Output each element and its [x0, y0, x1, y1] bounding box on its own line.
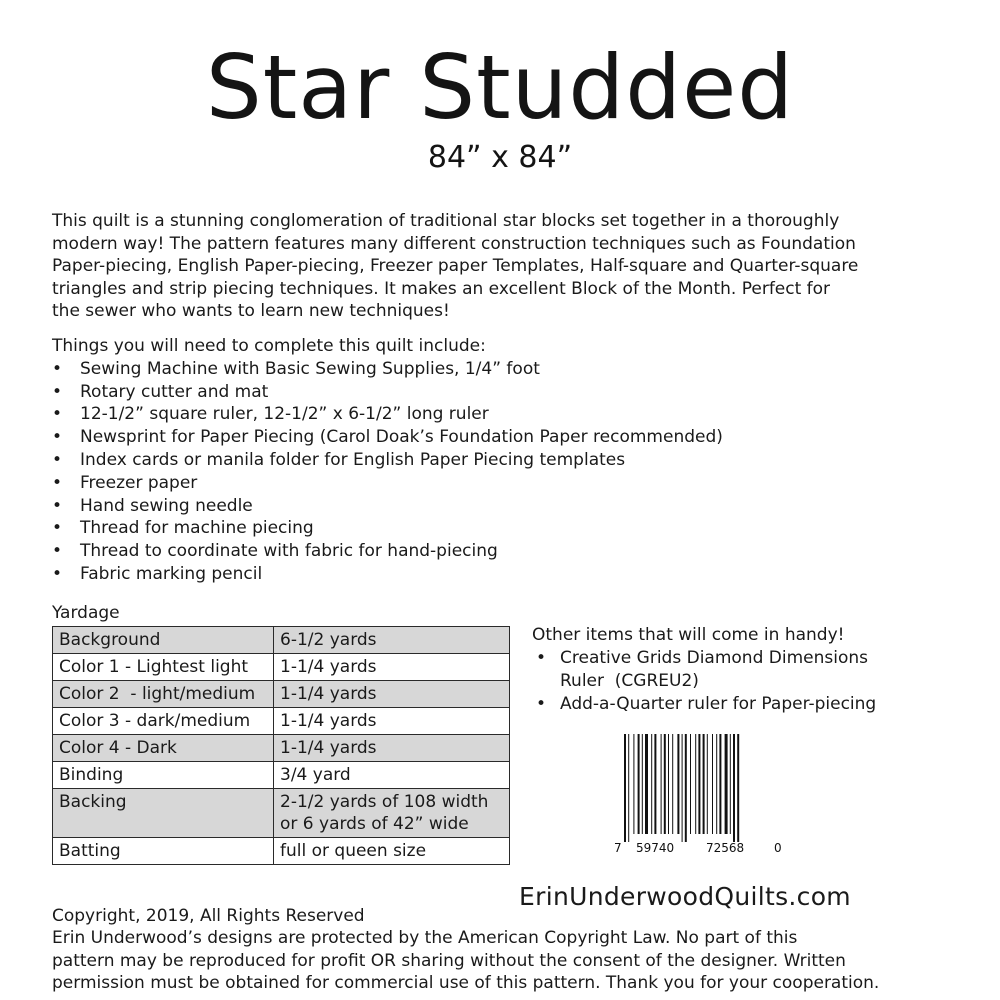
amount-cell [274, 654, 510, 681]
intro-line: This quilt is a stunning conglomeration of traditional star blocks set together in a thoroughly [52, 211, 840, 231]
supplies-section [52, 335, 952, 586]
list-item-label: 12-1/2” square ruler, 12-1/2” x 6-1/2” long ruler [80, 404, 489, 425]
bullet-icon: • [52, 541, 63, 562]
quilt-size: 84” x 84” [427, 140, 573, 175]
fabric-cell: Color 2 - light/medium [53, 681, 274, 708]
amount-line: full or queen size [280, 841, 427, 861]
list-item [52, 563, 952, 586]
table-row [53, 838, 510, 865]
barcode-digit-left: 7 [614, 841, 622, 855]
bullet-icon: • [536, 648, 547, 668]
amount-cell [274, 762, 510, 789]
fabric-cell: Color 4 - Dark [53, 735, 274, 762]
list-item [52, 517, 952, 540]
fabric-cell: Color 3 - dark/medium [53, 708, 274, 735]
table-row [53, 735, 510, 762]
yardage-table [52, 626, 510, 865]
copyright-notice [52, 905, 962, 995]
fabric-cell: Batting [53, 838, 274, 865]
amount-line: 2-1/2 yards of 108 width [280, 792, 489, 812]
barcode-group-2: 72568 [706, 841, 745, 855]
list-item-label: Creative Grids Diamond Dimensions [560, 648, 868, 668]
list-item-label: Newsprint for Paper Piecing (Carol Doak’s Foundation Paper recommended) [80, 427, 723, 448]
intro-paragraph [52, 210, 952, 323]
bullet-icon: • [52, 449, 63, 470]
bullet-icon: • [52, 495, 63, 516]
list-item [52, 426, 952, 449]
amount-line: 1-1/4 yards [280, 711, 377, 731]
fabric-cell: Backing [53, 789, 274, 838]
amount-cell [274, 627, 510, 654]
amount-line: 1-1/4 yards [280, 684, 377, 704]
fabric-cell: Color 1 - Lightest light [53, 654, 274, 681]
copyright-line: pattern may be reproduced for profit OR sharing without the consent of the designer. Written [52, 950, 846, 971]
intro-line: the sewer who wants to learn new techniques! [52, 301, 450, 322]
list-item [52, 540, 952, 563]
list-item [52, 403, 952, 426]
amount-line: 1-1/4 yards [280, 657, 377, 677]
list-item [532, 693, 952, 716]
list-item-label: Ruler (CGREU2) [560, 671, 699, 691]
bullet-icon: • [536, 694, 547, 714]
bullet-icon: • [52, 404, 63, 425]
list-item [52, 472, 952, 495]
barcode-group-1: 59740 [636, 841, 675, 855]
other-items-heading: Other items that will come in handy! [532, 625, 845, 645]
supplies-heading: Things you will need to complete this quilt include: [52, 336, 486, 356]
table-row [53, 762, 510, 789]
intro-line: triangles and strip piecing techniques. It makes an excellent Block of the Month. Perfect for [52, 278, 831, 299]
list-item-label: Sewing Machine with Basic Sewing Supplies, 1/4” foot [80, 358, 540, 379]
list-item-label: Add-a-Quarter ruler for Paper-piecing [560, 694, 877, 714]
table-row [53, 627, 510, 654]
list-item-label: Thread for machine piecing [80, 518, 314, 539]
amount-cell [274, 789, 510, 838]
bullet-icon: • [52, 358, 63, 379]
intro-line: modern way! The pattern features many different construction techniques such as Foundation [52, 233, 856, 254]
copyright-line: permission must be obtained for commercial use of this pattern. Thank you for your cooperation. [52, 973, 880, 994]
list-item-label: Rotary cutter and mat [80, 381, 269, 402]
barcode [614, 734, 784, 856]
amount-cell [274, 735, 510, 762]
barcode-digit-right: 0 [774, 841, 782, 855]
other-items-list [532, 647, 952, 716]
bullet-icon: • [52, 381, 63, 402]
fabric-cell: Binding [53, 762, 274, 789]
table-row [53, 654, 510, 681]
amount-cell [274, 708, 510, 735]
list-item-label: Index cards or manila folder for English Paper Piecing templates [80, 449, 626, 470]
amount-cell [274, 681, 510, 708]
amount-cell [274, 838, 510, 865]
yardage-heading: Yardage [52, 603, 120, 623]
list-item [52, 358, 952, 381]
table-row [53, 789, 510, 838]
bullet-icon: • [52, 427, 63, 448]
barcode-bars [624, 734, 739, 842]
supplies-list [52, 358, 952, 586]
amount-line: or 6 yards of 42” wide [280, 814, 469, 834]
bullet-icon: • [52, 472, 63, 493]
intro-line: Paper-piecing, English Paper-piecing, Freezer paper Templates, Half-square and Quarter-square [52, 256, 859, 277]
table-row [53, 681, 510, 708]
list-item-label: Thread to coordinate with fabric for hand-piecing [80, 541, 498, 562]
list-item-label: Freezer paper [80, 472, 198, 493]
bullet-icon: • [52, 563, 63, 584]
copyright-line: Erin Underwood’s designs are protected by the American Copyright Law. No part of this [52, 928, 798, 949]
list-item-label: Hand sewing needle [80, 495, 253, 516]
list-item [52, 495, 952, 518]
amount-line: 6-1/2 yards [280, 630, 377, 650]
other-items-section [532, 624, 952, 716]
amount-line: 3/4 yard [280, 765, 351, 785]
page-title: Star Studded [205, 36, 795, 139]
list-item [52, 449, 952, 472]
copyright-line: Copyright, 2019, All Rights Reserved [52, 906, 365, 926]
list-item [52, 381, 952, 404]
list-item [532, 647, 952, 693]
fabric-cell: Background [53, 627, 274, 654]
table-row [53, 708, 510, 735]
amount-line: 1-1/4 yards [280, 738, 377, 758]
website-link[interactable]: ErinUnderwoodQuilts.com [519, 882, 851, 911]
bullet-icon: • [52, 518, 63, 539]
list-item-label: Fabric marking pencil [80, 563, 263, 584]
